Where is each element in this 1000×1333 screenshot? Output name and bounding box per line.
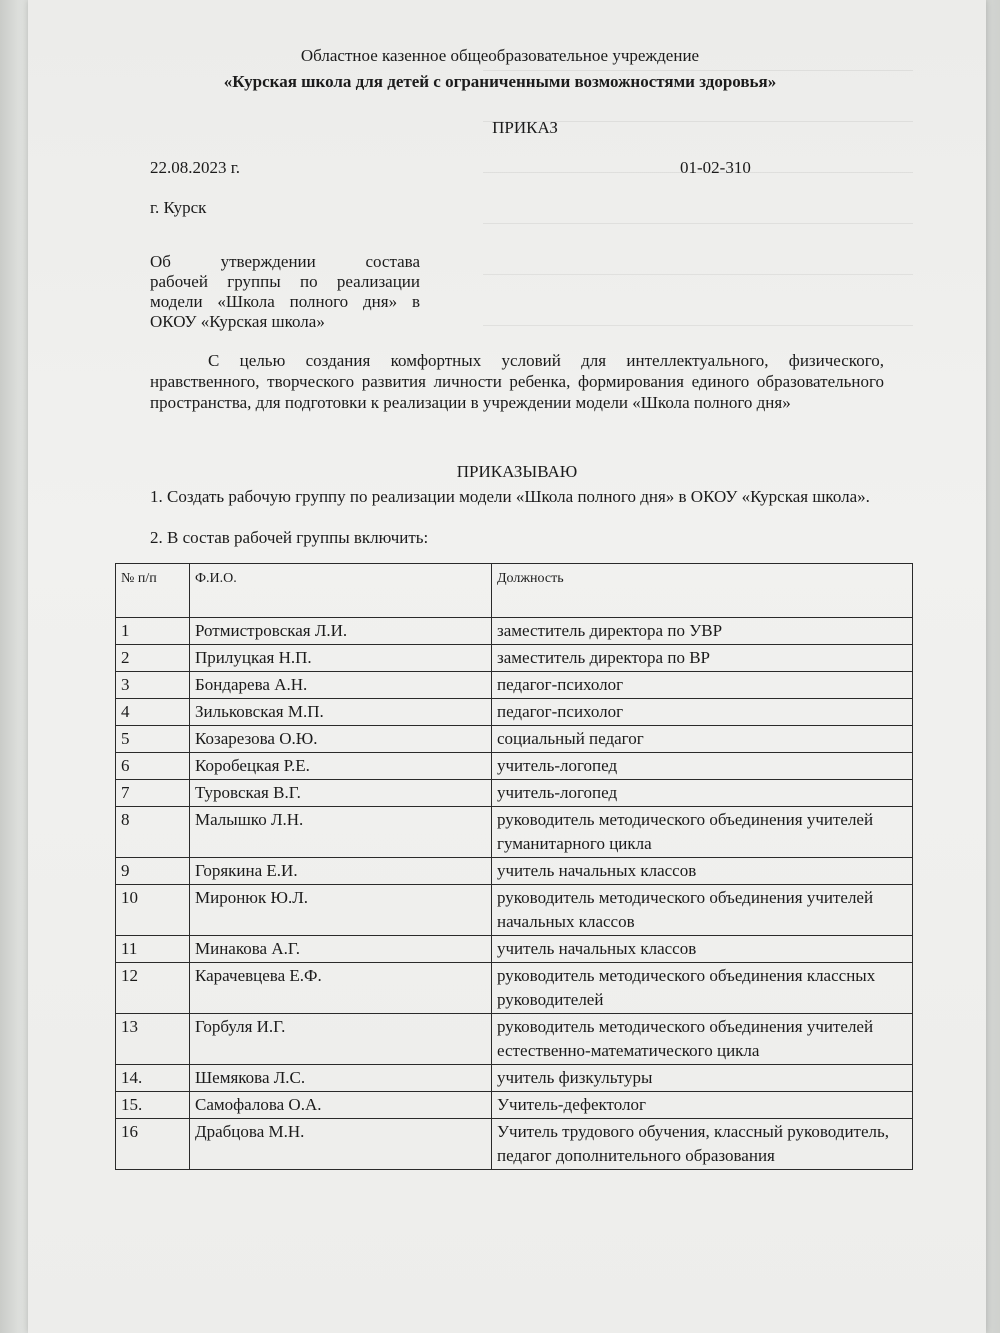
row-number: 16 xyxy=(116,1119,190,1170)
header-name: Ф.И.О. xyxy=(190,564,492,618)
subject-line: ОКОУ «Курская школа» xyxy=(150,312,325,331)
row-name: Горякина Е.И. xyxy=(190,858,492,885)
subject-line: Об утверждении состава xyxy=(150,252,420,271)
row-number: 8 xyxy=(116,807,190,858)
row-name: Шемякова Л.С. xyxy=(190,1065,492,1092)
document-date: 22.08.2023 г. xyxy=(150,158,241,177)
row-name: Зильковская М.П. xyxy=(190,699,492,726)
table-row xyxy=(116,726,913,753)
row-position: учитель-логопед xyxy=(492,780,913,807)
row-name: Драбцова М.Н. xyxy=(190,1119,492,1170)
row-position: Учитель трудового обучения, классный руководитель, педагог дополнительного образования xyxy=(492,1119,913,1170)
table-row xyxy=(116,1065,913,1092)
row-position: учитель физкультуры xyxy=(492,1065,913,1092)
table-row xyxy=(116,1119,913,1170)
row-number: 12 xyxy=(116,963,190,1014)
header-number: № п/п xyxy=(116,564,190,618)
table-header-row xyxy=(116,564,913,618)
row-number: 10 xyxy=(116,885,190,936)
table-row xyxy=(116,807,913,858)
table-row xyxy=(116,1014,913,1065)
row-name: Козарезова О.Ю. xyxy=(190,726,492,753)
row-position: социальный педагог xyxy=(492,726,913,753)
table-row xyxy=(116,885,913,936)
row-position: учитель-логопед xyxy=(492,753,913,780)
subject-line: модели «Школа полного дня» в xyxy=(150,292,420,311)
subject-line: рабочей группы по реализации xyxy=(150,272,420,291)
preamble-text: С целью создания комфортных условий для интеллектуального, физического, нравственного, творческого развития личности ребенка, формирования единого образовательного пространства, для подготовки к реализации в учреждении модели «Школа полного дня» xyxy=(150,351,884,412)
row-position: педагог-психолог xyxy=(492,672,913,699)
row-number: 2 xyxy=(116,645,190,672)
row-number: 15. xyxy=(116,1092,190,1119)
table-row xyxy=(116,618,913,645)
row-number: 9 xyxy=(116,858,190,885)
row-position: учитель начальных классов xyxy=(492,936,913,963)
row-position: руководитель методического объединения учителей естественно-математического цикла xyxy=(492,1014,913,1065)
row-position: руководитель методического объединения классных руководителей xyxy=(492,963,913,1014)
order-item-1: 1. Создать рабочую группу по реализации модели «Школа полного дня» в ОКОУ «Курская школа». xyxy=(150,487,870,506)
row-name: Коробецкая Р.Е. xyxy=(190,753,492,780)
row-name: Карачевцева Е.Ф. xyxy=(190,963,492,1014)
header-position: Должность xyxy=(492,564,913,618)
row-position: педагог-психолог xyxy=(492,699,913,726)
row-number: 6 xyxy=(116,753,190,780)
table-row xyxy=(116,780,913,807)
table-row xyxy=(116,645,913,672)
table-row xyxy=(116,699,913,726)
row-number: 5 xyxy=(116,726,190,753)
row-name: Самофалова О.А. xyxy=(190,1092,492,1119)
row-name: Минакова А.Г. xyxy=(190,936,492,963)
document-title: ПРИКАЗ xyxy=(492,118,558,137)
working-group-table xyxy=(115,563,913,1170)
row-position: Учитель-дефектолог xyxy=(492,1092,913,1119)
row-number: 13 xyxy=(116,1014,190,1065)
order-word: ПРИКАЗЫВАЮ xyxy=(456,462,578,481)
row-number: 1 xyxy=(116,618,190,645)
row-name: Прилуцкая Н.П. xyxy=(190,645,492,672)
table-row xyxy=(116,672,913,699)
table-row xyxy=(116,858,913,885)
row-name: Туровская В.Г. xyxy=(190,780,492,807)
school-name: «Курская школа для детей с ограниченными возможностями здоровья» xyxy=(223,72,777,91)
institution-header: Областное казенное общеобразовательное учреждение xyxy=(300,46,700,65)
document-city: г. Курск xyxy=(150,198,207,217)
row-number: 4 xyxy=(116,699,190,726)
row-number: 3 xyxy=(116,672,190,699)
row-number: 7 xyxy=(116,780,190,807)
row-position: заместитель директора по УВР xyxy=(492,618,913,645)
order-item-2: 2. В состав рабочей группы включить: xyxy=(150,528,429,547)
row-name: Бондарева А.Н. xyxy=(190,672,492,699)
document-subject xyxy=(150,252,420,332)
row-position: руководитель методического объединения учителей гуманитарного цикла xyxy=(492,807,913,858)
row-position: заместитель директора по ВР xyxy=(492,645,913,672)
row-name: Горбуля И.Г. xyxy=(190,1014,492,1065)
document-number: 01-02-310 xyxy=(680,158,751,177)
row-name: Малышко Л.Н. xyxy=(190,807,492,858)
row-position: руководитель методического объединения учителей начальных классов xyxy=(492,885,913,936)
table-row xyxy=(116,753,913,780)
row-number: 11 xyxy=(116,936,190,963)
row-number: 14. xyxy=(116,1065,190,1092)
row-position: учитель начальных классов xyxy=(492,858,913,885)
row-name: Миронюк Ю.Л. xyxy=(190,885,492,936)
table-row xyxy=(116,1092,913,1119)
table-row xyxy=(116,936,913,963)
row-name: Ротмистровская Л.И. xyxy=(190,618,492,645)
table-row xyxy=(116,963,913,1014)
